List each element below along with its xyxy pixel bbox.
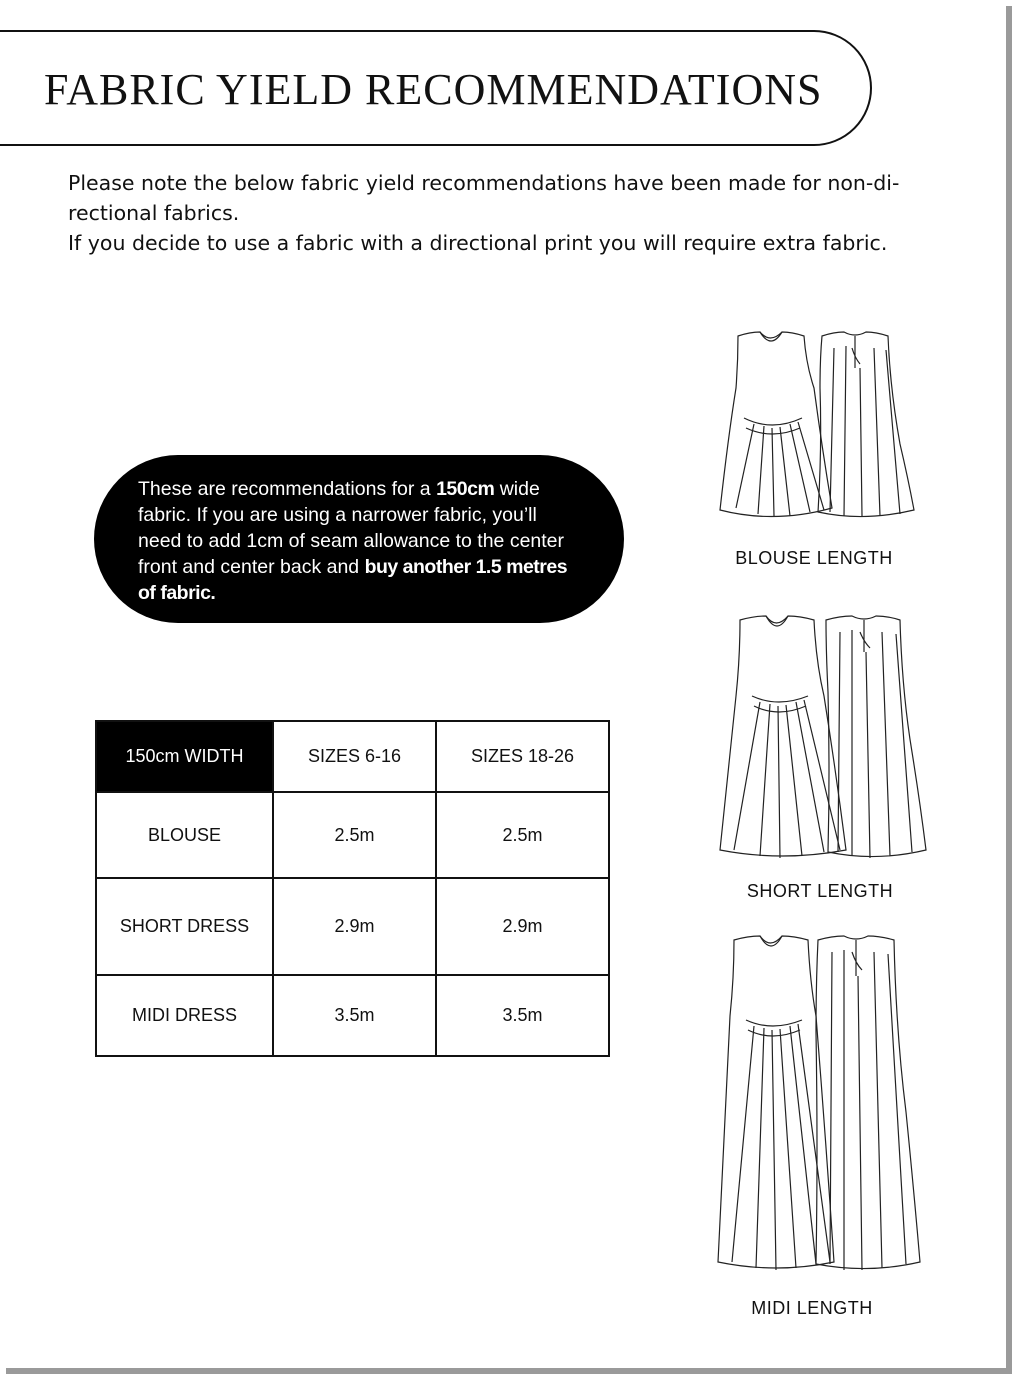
note-bold-buy: buy another 1.5 metres of fabric.: [138, 556, 568, 604]
table-cell: 2.5m: [436, 792, 609, 878]
width-note: [94, 455, 624, 623]
table-cell: 2.5m: [273, 792, 436, 878]
page-title: FABRIC YIELD RECOMMENDATIONS: [44, 65, 823, 114]
intro-line-2: rectional fabrics.: [68, 201, 240, 225]
fabric-yield-table: [95, 720, 610, 1057]
intro-text: [68, 168, 918, 258]
note-text-1: These are recommendations for a: [138, 478, 437, 500]
table-row: [96, 878, 609, 975]
table-cell: 3.5m: [436, 975, 609, 1056]
header-sizes-6-16: SIZES 6-16: [273, 721, 436, 792]
row-label: MIDI DRESS: [96, 975, 273, 1056]
table-row: [96, 792, 609, 878]
table-cell: 2.9m: [436, 878, 609, 975]
midi-length-caption: MIDI LENGTH: [751, 1298, 873, 1318]
intro-line-3: If you decide to use a fabric with a directional print you will require extra fabric.: [68, 231, 888, 255]
short-length-caption: SHORT LENGTH: [746, 881, 894, 901]
blouse-length-illustration: [714, 328, 924, 528]
table-cell: 3.5m: [273, 975, 436, 1056]
row-label: SHORT DRESS: [96, 878, 273, 975]
note-text-2: wide fabric. If you are using a narrower fabric, you’ll need to add 1cm of seam allowance to the center front and center back and: [138, 478, 565, 578]
header-sizes-18-26: SIZES 18-26: [436, 721, 609, 792]
midi-length-illustration: [712, 932, 934, 1272]
blouse-length-caption: BLOUSE LENGTH: [735, 548, 893, 568]
short-length-illustration: [716, 612, 931, 860]
note-bold-width: 150cm: [436, 478, 495, 500]
intro-line-1: Please note the below fabric yield recommendations have been made for non-di-: [68, 171, 900, 195]
row-label: BLOUSE: [96, 792, 273, 878]
header-width: 150cm WIDTH: [96, 721, 273, 792]
table-header-row: [96, 721, 609, 792]
table-row: [96, 975, 609, 1056]
table-cell: 2.9m: [273, 878, 436, 975]
